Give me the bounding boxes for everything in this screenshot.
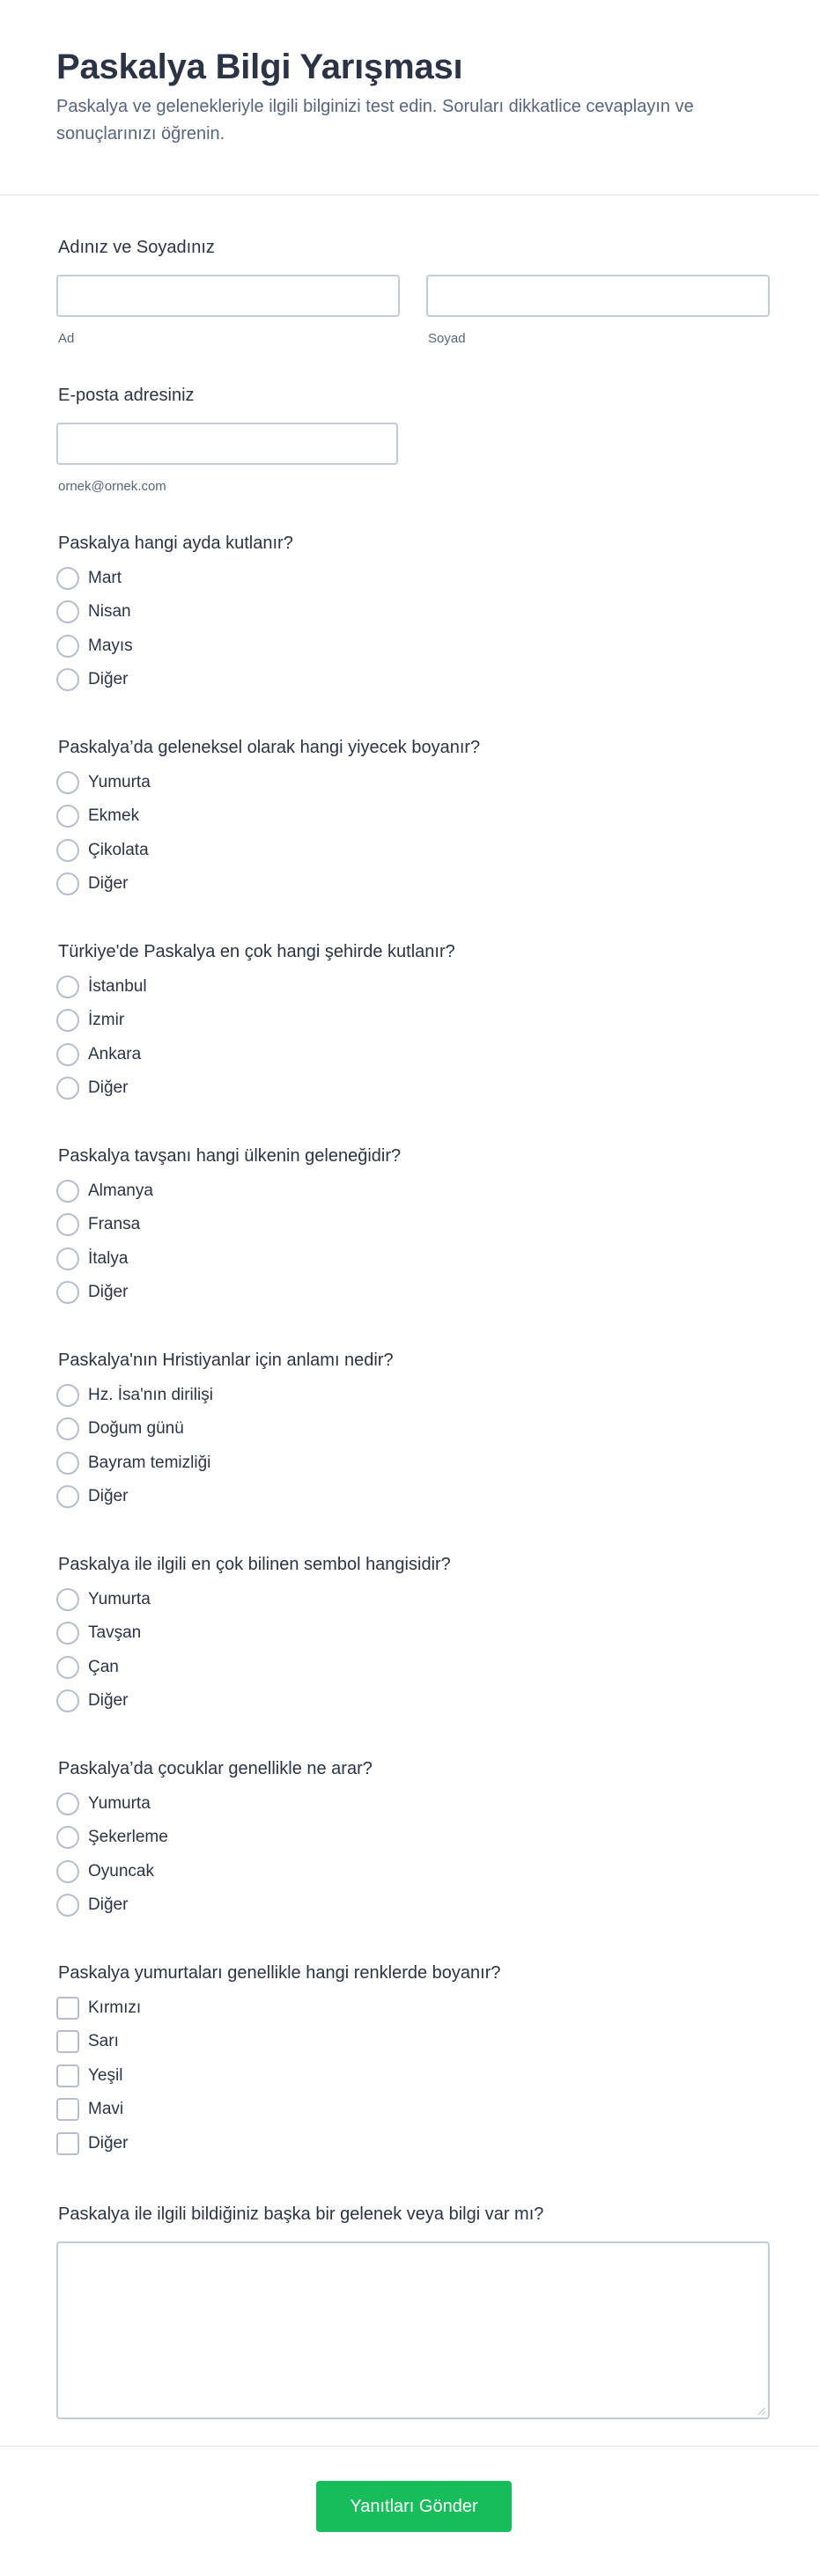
- option-label: Çan: [88, 1657, 119, 1676]
- extra-info-label: Paskalya ile ilgili bildiğiniz başka bir gelenek veya bilgi var mı?: [58, 2204, 544, 2224]
- email-field: [56, 386, 770, 500]
- option-label: Çikolata: [88, 840, 149, 859]
- option-label: İstanbul: [88, 977, 147, 996]
- radio-option[interactable]: [56, 1007, 124, 1034]
- option-label: Yumurta: [88, 1794, 151, 1813]
- radio-icon[interactable]: [56, 1077, 79, 1100]
- radio-option[interactable]: [56, 1041, 141, 1068]
- form-description: Paskalya ve gelenekleriyle ilgili bilginizi test edin. Soruları dikkatlice cevaplayın ve sonuçlarınızı öğrenin.: [56, 97, 694, 144]
- checkbox-option[interactable]: [56, 1995, 141, 2021]
- extra-info-textarea[interactable]: [56, 2241, 770, 2419]
- option-label: Diğer: [88, 874, 129, 894]
- footer-divider: [0, 2446, 819, 2447]
- question-label: Paskalya hangi ayda kutlanır?: [58, 534, 293, 553]
- question-label: Paskalya tavşanı hangi ülkenin geleneğidir?: [58, 1146, 402, 1166]
- radio-icon[interactable]: [56, 1656, 79, 1679]
- radio-option[interactable]: [56, 1483, 128, 1510]
- radio-option[interactable]: [56, 1279, 128, 1306]
- radio-option[interactable]: [56, 1246, 128, 1272]
- option-label: Diğer: [88, 1895, 129, 1915]
- radio-icon[interactable]: [56, 1894, 79, 1917]
- question-6: [56, 1555, 770, 1748]
- radio-icon[interactable]: [56, 1689, 79, 1712]
- question-label: Paskalya ile ilgili en çok bilinen sembol hangisidir?: [58, 1555, 451, 1574]
- option-label: Diğer: [88, 1487, 129, 1506]
- radio-icon[interactable]: [56, 1417, 79, 1440]
- option-label: İzmir: [88, 1011, 125, 1030]
- radio-option[interactable]: [56, 803, 139, 829]
- radio-option[interactable]: [56, 1450, 210, 1476]
- option-label: Nisan: [88, 602, 131, 622]
- question-1: [56, 534, 770, 727]
- extra-info-field: [56, 2204, 770, 2425]
- radio-icon[interactable]: [56, 1588, 79, 1611]
- radio-icon[interactable]: [56, 805, 79, 828]
- question-label: Paskalya’da geleneksel olarak hangi yiyecek boyanır?: [58, 738, 481, 757]
- option-label: Diğer: [88, 2133, 129, 2153]
- radio-option[interactable]: [56, 1688, 128, 1714]
- checkbox-icon[interactable]: [56, 2132, 79, 2155]
- radio-icon[interactable]: [56, 1248, 79, 1270]
- radio-option[interactable]: [56, 1586, 151, 1613]
- option-label: Mavi: [88, 2100, 124, 2119]
- checkbox-icon[interactable]: [56, 1997, 79, 2020]
- radio-icon[interactable]: [56, 1384, 79, 1407]
- radio-icon[interactable]: [56, 1826, 79, 1849]
- checkbox-icon[interactable]: [56, 2098, 79, 2121]
- first-name-sublabel: Ad: [58, 331, 75, 346]
- radio-option[interactable]: [56, 769, 151, 796]
- radio-icon[interactable]: [56, 1792, 79, 1815]
- radio-option[interactable]: [56, 1791, 151, 1817]
- radio-icon[interactable]: [56, 1485, 79, 1508]
- radio-option[interactable]: [56, 1416, 184, 1442]
- checkbox-icon[interactable]: [56, 2064, 79, 2087]
- email-field-label: E-posta adresiniz: [58, 386, 195, 405]
- radio-option[interactable]: [56, 1211, 140, 1238]
- option-label: Diğer: [88, 670, 129, 689]
- option-label: Yumurta: [88, 1590, 151, 1608]
- name-field: [56, 238, 770, 352]
- radio-option[interactable]: [56, 633, 133, 659]
- option-label: Almanya: [88, 1181, 153, 1200]
- submit-button[interactable]: Yanıtları Gönder: [316, 2481, 512, 2532]
- radio-icon[interactable]: [56, 1622, 79, 1645]
- checkbox-option[interactable]: [56, 2096, 123, 2123]
- option-label: Mart: [88, 569, 122, 587]
- radio-icon[interactable]: [56, 1452, 79, 1475]
- radio-option[interactable]: [56, 1178, 153, 1204]
- radio-option[interactable]: [56, 1620, 141, 1646]
- option-label: Şekerleme: [88, 1828, 168, 1847]
- question-4: [56, 1146, 770, 1340]
- checkbox-option[interactable]: [56, 2131, 128, 2157]
- radio-icon[interactable]: [56, 975, 79, 998]
- radio-option[interactable]: [56, 1824, 168, 1851]
- radio-option[interactable]: [56, 837, 149, 864]
- option-label: Tavşan: [88, 1623, 142, 1643]
- option-label: Diğer: [88, 1078, 129, 1098]
- question-label: Paskalya'nın Hristiyanlar için anlamı nedir?: [58, 1351, 394, 1370]
- option-label: Mayıs: [88, 636, 133, 655]
- radio-icon[interactable]: [56, 1009, 79, 1032]
- radio-option[interactable]: [56, 565, 122, 592]
- option-label: Doğum günü: [88, 1419, 184, 1439]
- resize-grip-icon[interactable]: [756, 2406, 765, 2415]
- last-name-input[interactable]: [426, 275, 770, 317]
- radio-option[interactable]: [56, 1382, 213, 1409]
- question-7: [56, 1759, 770, 1953]
- radio-icon[interactable]: [56, 1281, 79, 1304]
- radio-icon[interactable]: [56, 771, 79, 794]
- radio-option[interactable]: [56, 871, 128, 897]
- option-label: Bayram temizliği: [88, 1453, 211, 1472]
- question-2: [56, 738, 770, 931]
- email-sublabel: ornek@ornek.com: [58, 479, 166, 494]
- last-name-sublabel: Soyad: [428, 331, 466, 346]
- radio-icon[interactable]: [56, 567, 79, 590]
- question-label: Türkiye'de Paskalya en çok hangi şehirde kutlanır?: [58, 942, 455, 961]
- radio-option[interactable]: [56, 1858, 154, 1885]
- name-field-label: Adınız ve Soyadınız: [58, 238, 215, 257]
- form-header: [0, 0, 819, 195]
- option-label: İtalya: [88, 1248, 129, 1268]
- question-3: [56, 942, 770, 1136]
- radio-option[interactable]: [56, 974, 147, 1000]
- radio-option[interactable]: [56, 666, 128, 693]
- option-label: Kırmızı: [88, 1998, 142, 2017]
- form-title: Paskalya Bilgi Yarışması: [56, 48, 463, 86]
- option-label: Yeşil: [88, 2065, 123, 2085]
- option-label: Ankara: [88, 1044, 142, 1064]
- option-label: Hz. İsa'nın dirilişi: [88, 1386, 213, 1404]
- radio-option[interactable]: [56, 599, 131, 625]
- question-5: [56, 1351, 770, 1544]
- checkbox-icon[interactable]: [56, 2030, 79, 2053]
- option-label: Sarı: [88, 2032, 119, 2051]
- radio-icon[interactable]: [56, 839, 79, 862]
- question-label: Paskalya yumurtaları genellikle hangi renklerde boyanır?: [58, 1963, 501, 1983]
- option-label: Fransa: [88, 1215, 141, 1234]
- radio-icon[interactable]: [56, 1860, 79, 1883]
- radio-icon[interactable]: [56, 635, 79, 658]
- radio-icon[interactable]: [56, 1180, 79, 1203]
- first-name-input[interactable]: [56, 275, 400, 317]
- option-label: Ekmek: [88, 806, 140, 826]
- option-label: Diğer: [88, 1283, 129, 1302]
- radio-option[interactable]: [56, 1892, 128, 1918]
- radio-icon[interactable]: [56, 1043, 79, 1066]
- radio-icon[interactable]: [56, 1213, 79, 1236]
- radio-option[interactable]: [56, 1075, 128, 1101]
- question-label: Paskalya’da çocuklar genellikle ne arar?: [58, 1759, 373, 1778]
- option-label: Yumurta: [88, 773, 151, 791]
- checkbox-option[interactable]: [56, 2063, 122, 2089]
- email-input[interactable]: [56, 423, 398, 465]
- option-label: Oyuncak: [88, 1861, 154, 1880]
- radio-icon[interactable]: [56, 600, 79, 623]
- question-8: [56, 1963, 770, 2157]
- checkbox-option[interactable]: [56, 2028, 119, 2055]
- option-label: Diğer: [88, 1691, 129, 1711]
- radio-option[interactable]: [56, 1654, 119, 1681]
- radio-icon[interactable]: [56, 872, 79, 895]
- radio-icon[interactable]: [56, 668, 79, 691]
